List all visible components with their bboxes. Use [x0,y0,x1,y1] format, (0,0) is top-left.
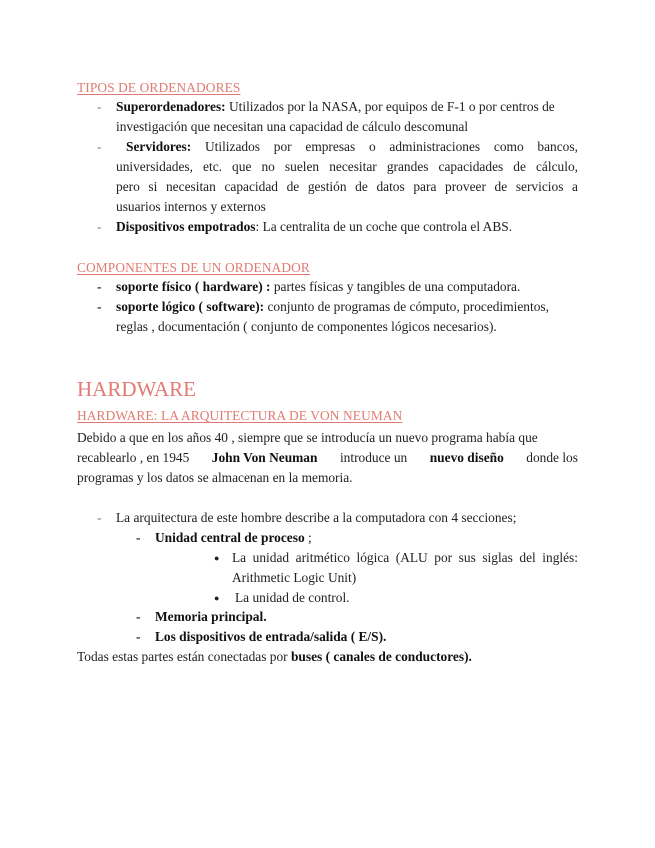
unidad-central-label: Unidad central de proceso [155,530,305,545]
servidores-label: Servidores: [126,139,192,154]
alu-text: La unidad aritmético lógica (ALU por sus siglas del inglés: [232,550,578,565]
servidores-item [116,137,578,157]
alu-text-2: Arithmetic Logic Unit) [232,570,357,585]
nuevo-diseno: nuevo diseño [429,450,504,465]
hardware-paragraph-line-1: Debido a que en los años 40 , siempre que se introducía un nuevo programa había que [77,430,538,445]
unidad-central-suffix: ; [304,530,312,545]
list-dash: - [97,219,102,234]
servidores-word: empresas [305,139,356,154]
servidores-text-3: pero si necesitan capacidad de gestión de datos para proveer de servicios a [116,179,578,194]
soporte-logico-text: conjunto de programas de cómputo, procedimientos, [264,299,549,314]
servidores-text-4: usuarios internos y externos [116,199,266,214]
superordenadores-text: Utilizados por la NASA, por equipos de F-1 o por centros de [225,99,555,114]
list-dash: - [97,279,102,294]
hardware-paragraph-line-2 [77,448,578,468]
list-dash: - [136,609,141,624]
servidores-text-2: universidades, etc. que no suelen necesitar grandes capacidades de cálculo, [116,159,578,174]
empotrados-text: : La centralita de un coche que controla el ABS. [255,219,513,234]
list-dash: - [97,299,102,314]
bullet-icon: ● [214,593,220,603]
paragraph-fragment: introduce un [339,450,408,465]
servidores-word: administraciones [389,139,481,154]
bullet-icon: ● [214,553,220,563]
hardware-subheading: HARDWARE: LA ARQUITECTURA DE VON NEUMAN [77,408,403,423]
superordenadores-item [116,97,555,117]
list-dash: - [97,510,102,525]
closing-text: Todas estas partes están conectadas por [77,649,291,664]
soporte-logico-text-2: reglas , documentación ( conjunto de componentes lógicos necesarios). [116,319,497,334]
servidores-word: bancos, [537,139,578,154]
list-dash: - [136,629,141,644]
superordenadores-text-2: investigación que necesitan una capacidad de cálculo descomunal [116,119,469,134]
soporte-logico-item [116,297,549,317]
dispositivos-es: Los dispositivos de entrada/salida ( E/S). [155,629,387,644]
componentes-heading: COMPONENTES DE UN ORDENADOR [77,260,310,275]
servidores-word: como [493,139,524,154]
soporte-fisico-label: soporte físico ( hardware) : [116,279,271,294]
list-dash: - [97,99,102,114]
arquitectura-text: La arquitectura de este hombre describe a la computadora con 4 secciones; [116,510,517,525]
superordenadores-label: Superordenadores: [116,99,226,114]
unidad-central-item [155,528,312,548]
soporte-logico-label: soporte lógico ( software): [116,299,265,314]
closing-bold: buses ( canales de conductores). [290,649,472,664]
empotrados-item [116,217,512,237]
unidad-control-text: La unidad de control. [235,590,350,605]
von-neuman-name: John Von Neuman [211,450,318,465]
soporte-fisico-item [116,277,520,297]
hardware-paragraph-line-3: programas y los datos se almacenan en la memoria. [77,470,353,485]
soporte-fisico-text: partes físicas y tangibles de una computadora. [270,279,521,294]
servidores-word: o [368,139,376,154]
hardware-title: HARDWARE [77,377,196,401]
servidores-word: por [273,139,292,154]
paragraph-fragment: recablearlo , en 1945 [77,450,190,465]
memoria-principal: Memoria principal. [155,609,267,624]
servidores-word: Utilizados [204,139,261,154]
paragraph-fragment: donde los [526,450,578,465]
tipos-heading: TIPOS DE ORDENADORES [77,80,241,95]
list-dash: - [136,530,141,545]
list-dash: - [97,139,102,154]
closing-sentence [77,647,472,667]
empotrados-label: Dispositivos empotrados [116,219,256,234]
